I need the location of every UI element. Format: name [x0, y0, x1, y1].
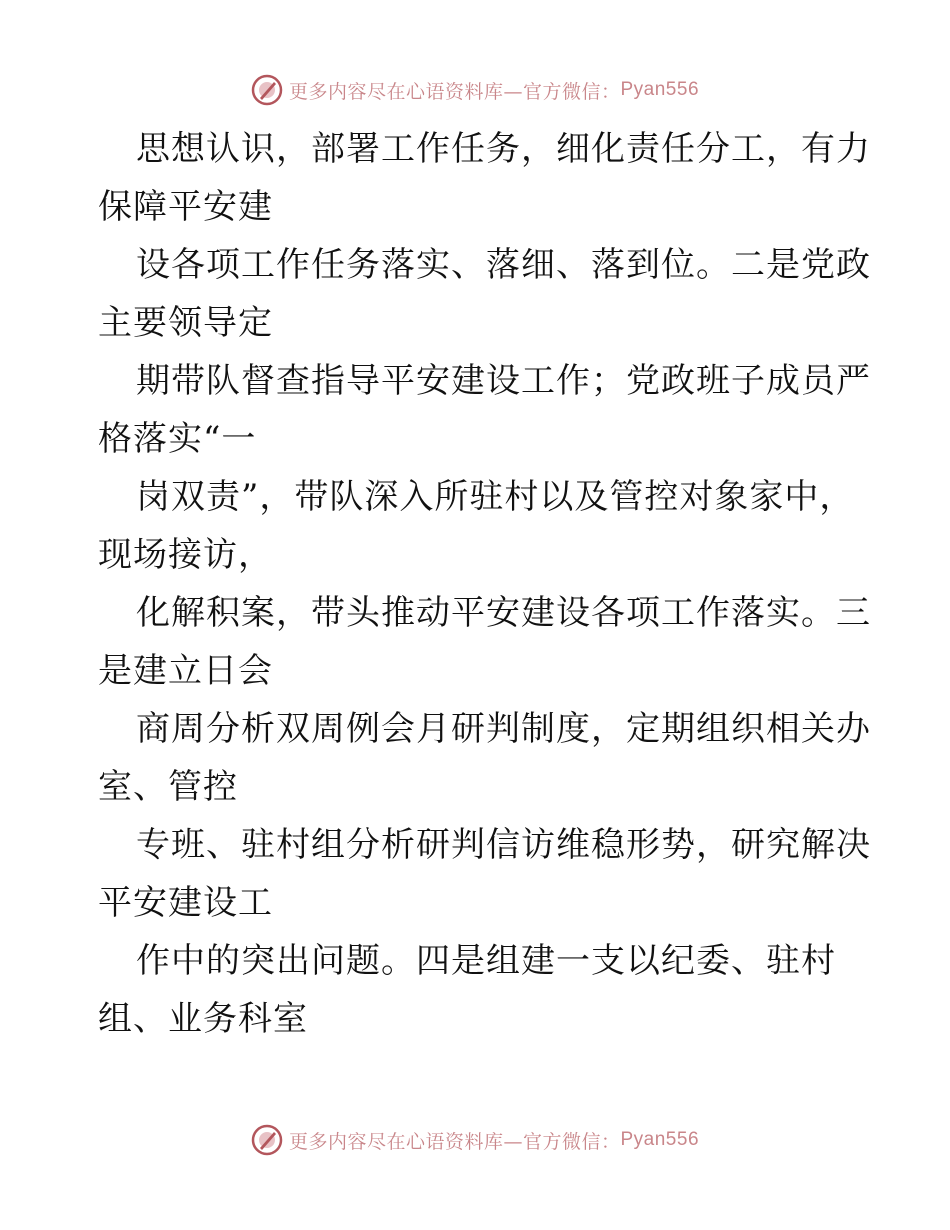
- line-first: 岗双责”，带队深入所驻村以及管控对象家中，: [136, 477, 855, 517]
- header-watermark: [0, 70, 950, 110]
- watermark-id: Pyan556: [620, 79, 700, 100]
- logo-icon: [251, 74, 283, 106]
- line-first: 思想认识，部署工作任务，细化责任分工，有力: [136, 129, 871, 169]
- line-first: 专班、驻村组分析研判信访维稳形势，研究解决: [136, 825, 871, 865]
- footer-watermark: [0, 1120, 950, 1160]
- line-second: 室、管控: [98, 767, 238, 807]
- line-first: 化解积案，带头推动平安建设各项工作落实。三: [136, 593, 871, 633]
- document-body: [98, 120, 871, 1048]
- paragraph: [98, 468, 858, 584]
- line-second: 是建立日会: [98, 651, 273, 691]
- line-second: 现场接访，: [98, 535, 273, 575]
- watermark-id: Pyan556: [620, 1129, 700, 1150]
- paragraph: [98, 584, 871, 700]
- paragraph: [98, 120, 871, 236]
- line-second: 格落实“一: [98, 419, 257, 459]
- paragraph: [98, 236, 871, 352]
- line-second: 保障平安建: [98, 187, 273, 227]
- line-first: 作中的突出问题。四是组建一支以纪委、驻村: [136, 941, 836, 981]
- line-first: 商周分析双周例会月研判制度，定期组织相关办: [136, 709, 871, 749]
- paragraph: [98, 932, 858, 1048]
- watermark-text: 更多内容尽在心语资料库—官方微信：: [288, 1130, 621, 1153]
- paragraph: [98, 700, 871, 816]
- logo-icon: [251, 1124, 283, 1156]
- line-first: 期带队督查指导平安建设工作；党政班子成员严: [136, 361, 871, 401]
- line-second: 组、业务科室: [98, 999, 308, 1039]
- line-second: 平安建设工: [98, 883, 273, 923]
- line-second: 主要领导定: [98, 303, 273, 343]
- paragraph: [98, 352, 871, 468]
- line-first: 设各项工作任务落实、落细、落到位。二是党政: [136, 245, 871, 285]
- watermark-text: 更多内容尽在心语资料库—官方微信：: [288, 80, 621, 103]
- paragraph: [98, 816, 871, 932]
